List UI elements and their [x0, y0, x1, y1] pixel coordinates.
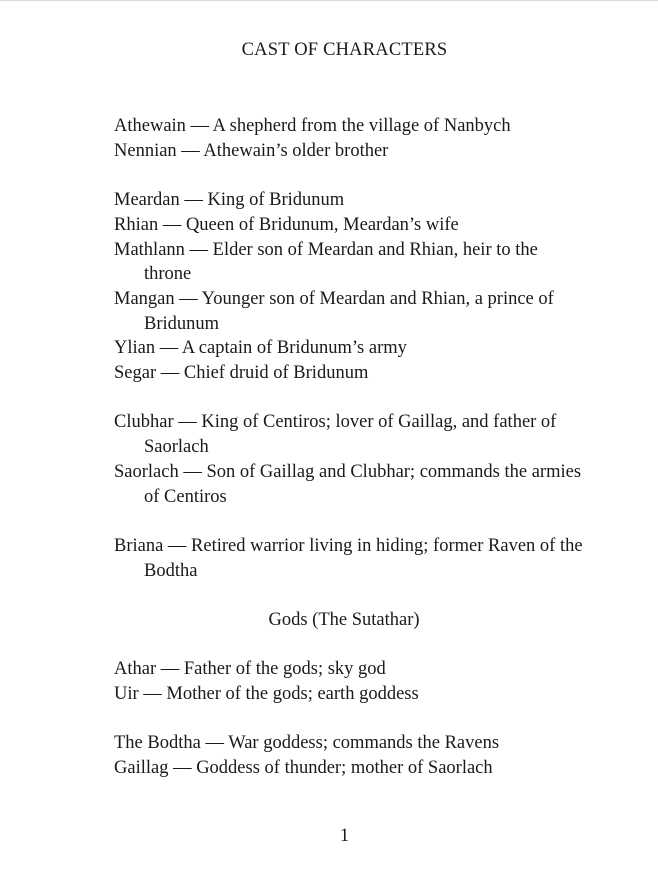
character-group-shepherds	[114, 114, 584, 163]
character-entry: Clubhar — King of Centiros; lover of Gaillag, and father of Saorlach	[114, 412, 557, 458]
gods-section-heading: Gods (The Sutathar)	[268, 610, 420, 630]
character-entry: Mathlann — Elder son of Meardan and Rhian, heir to the throne	[114, 239, 538, 285]
character-entry: Athewain — A shepherd from the village of Nanbych	[114, 116, 511, 136]
character-group-centiros	[114, 410, 584, 509]
character-entry: Segar — Chief druid of Bridunum	[114, 363, 369, 384]
character-group-bridunum	[114, 188, 584, 386]
top-border	[0, 0, 658, 1]
group-spacer	[114, 633, 584, 658]
cast-list	[114, 114, 584, 781]
group-spacer	[114, 163, 584, 188]
group-spacer	[114, 583, 584, 608]
god-entry: The Bodtha — War goddess; commands the Ravens	[114, 733, 500, 754]
god-entry: Athar — Father of the gods; sky god	[114, 659, 386, 680]
group-spacer	[114, 509, 584, 534]
character-group-warriors	[114, 534, 584, 583]
group-spacer	[114, 707, 584, 732]
god-entry: Gaillag — Goddess of thunder; mother of Saorlach	[114, 758, 493, 779]
character-entry: Nennian — Athewain’s older brother	[114, 140, 389, 161]
character-entry: Mangan — Younger son of Meardan and Rhian, a prince of Bridunum	[114, 288, 554, 334]
character-entry: Saorlach — Son of Gaillag and Clubhar; commands the armies of Centiros	[114, 461, 582, 507]
character-entry: Briana — Retired warrior living in hiding; former Raven of the Bodtha	[114, 535, 583, 581]
group-spacer	[114, 386, 584, 411]
character-entry: Meardan — King of Bridunum	[114, 190, 345, 211]
page-number: 1	[339, 826, 350, 846]
gods-group-primordial	[114, 657, 584, 706]
gods-group-war-thunder	[114, 731, 584, 780]
page-title: CAST OF CHARACTERS	[241, 40, 448, 60]
god-entry: Uir — Mother of the gods; earth goddess	[114, 684, 419, 705]
character-entry: Rhian — Queen of Bridunum, Meardan’s wife	[114, 214, 459, 235]
character-entry: Ylian — A captain of Bridunum’s army	[114, 338, 407, 359]
